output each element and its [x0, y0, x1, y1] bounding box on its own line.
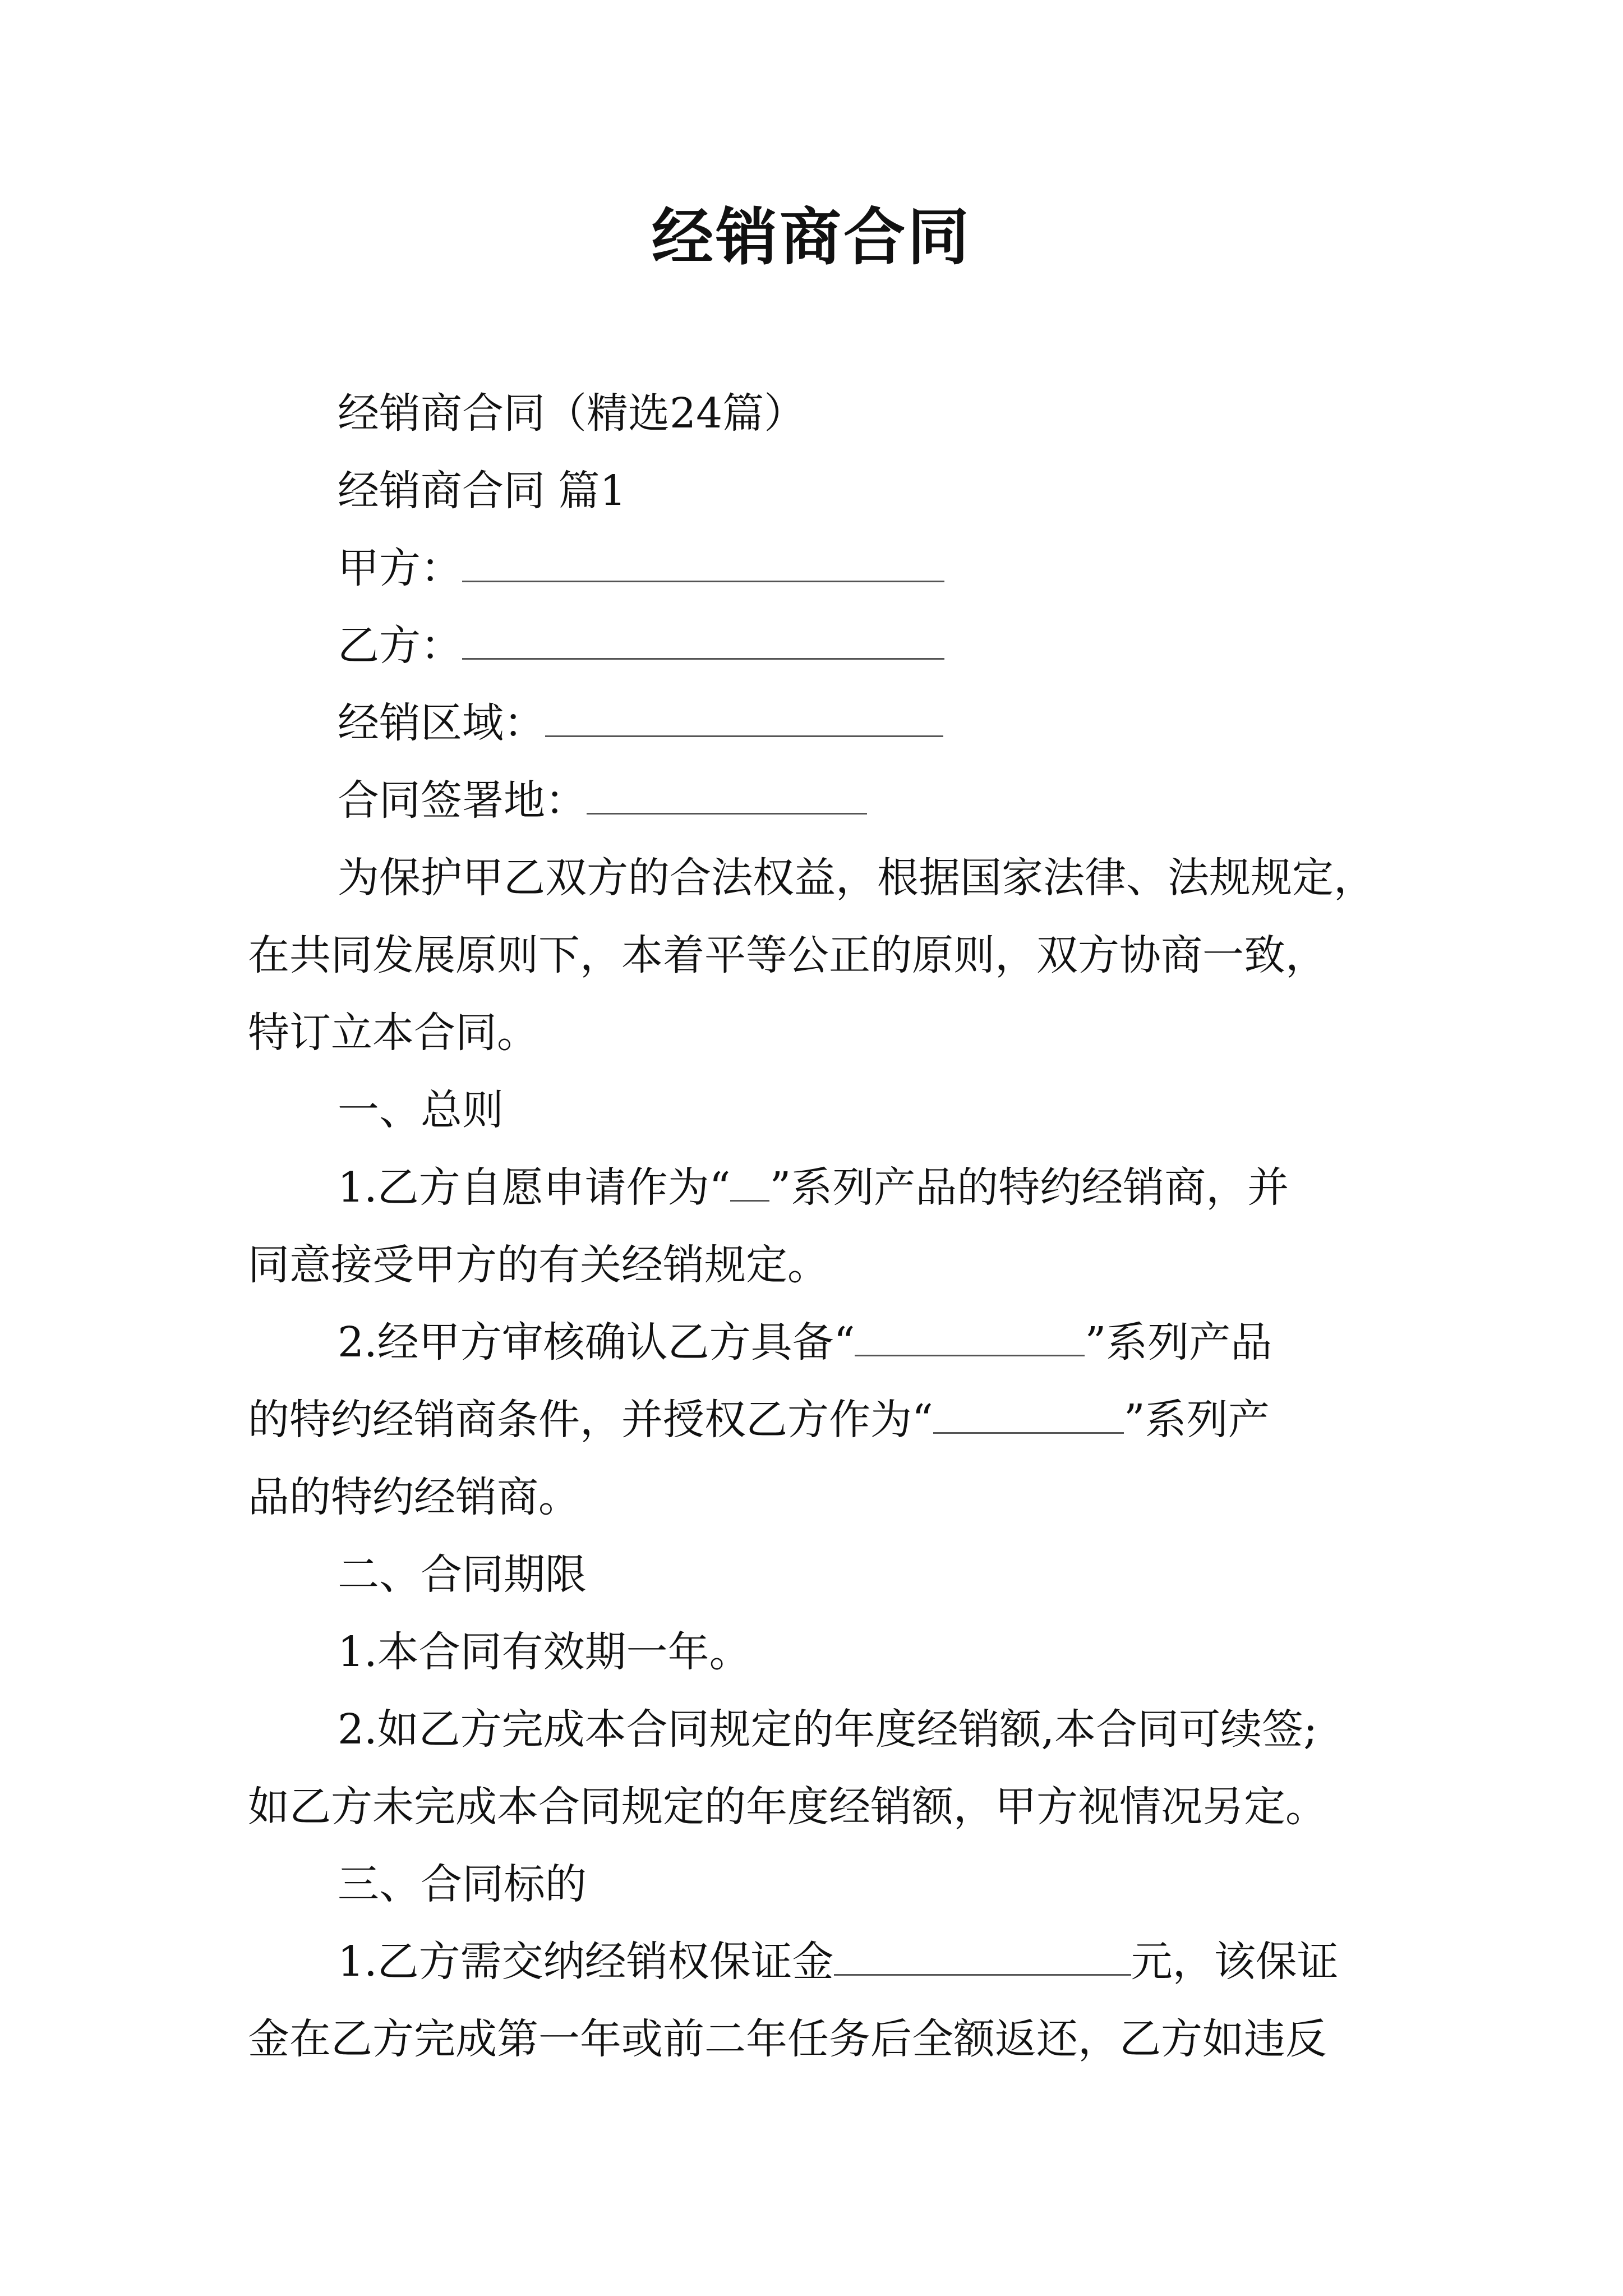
- party-a-field: [248, 530, 1414, 607]
- clause-1-1-text-b: ”系列产品的特约经销商，并: [769, 1163, 1289, 1212]
- clause-1-2-text-a: 2.经甲方审核确认乙方具备“: [338, 1318, 855, 1366]
- place-field: [248, 762, 1414, 839]
- section-3-heading: 三、合同标的: [338, 1860, 587, 1908]
- clause-1-2-line-1: [248, 1304, 1414, 1381]
- subtitle: 经销商合同（精选24篇）: [338, 389, 806, 438]
- section-1-heading: 一、总则: [338, 1086, 504, 1134]
- clause-1-2-line-2: [248, 1381, 1414, 1458]
- clause-3-1-line-2: 金在乙方完成第一年或前二年任务后全额返还，乙方如违反: [248, 2015, 1327, 2063]
- party-a-label: 甲方：: [338, 544, 462, 592]
- clause-2-2-line-2: 如乙方未完成本合同规定的年度经销额，甲方视情况另定。: [248, 1783, 1327, 1831]
- clause-2-1: 1.本合同有效期一年。: [338, 1628, 751, 1676]
- clause-1-2-text-d: ”系列产: [1123, 1396, 1270, 1444]
- section-title: 经销商合同 篇1: [338, 467, 626, 515]
- clause-2-2-line-1: 2.如乙方完成本合同规定的年度经销额,本合同可续签;: [338, 1705, 1318, 1754]
- clause-1-1-text-a: 1.乙方自愿申请作为“: [338, 1163, 731, 1212]
- preamble-line-2: 在共同发展原则下，本着平等公正的原则，双方协商一致，: [248, 931, 1327, 979]
- clause-1-2-line-3: 品的特约经销商。: [248, 1473, 580, 1521]
- preamble-line-1: 为保护甲乙双方的合法权益，根据国家法律、法规规定，: [338, 854, 1375, 902]
- party-b-label: 乙方：: [338, 622, 462, 670]
- section-2-heading: 二、合同期限: [338, 1550, 587, 1599]
- deposit-blank: [834, 1929, 1131, 1976]
- clause-1-1-line-1: [248, 1149, 1414, 1226]
- party-b-field: [248, 607, 1414, 684]
- party-b-blank: [462, 613, 944, 660]
- clause-3-1-line-1: [248, 1923, 1414, 2000]
- clause-3-1-text-a: 1.乙方需交纳经销权保证金: [338, 1938, 834, 1986]
- place-blank: [587, 768, 867, 815]
- region-label: 经销区域：: [338, 699, 545, 747]
- clause-1-2-text-b: ”系列产品: [1085, 1318, 1272, 1366]
- region-field: [248, 684, 1414, 762]
- region-blank: [545, 691, 943, 737]
- place-label: 合同签署地：: [338, 776, 587, 825]
- clause-1-2-text-c: 的特约经销商条件，并授权乙方作为“: [248, 1396, 933, 1444]
- party-a-blank: [462, 536, 944, 582]
- clause-1-1-line-2: 同意接受甲方的有关经销规定。: [248, 1241, 829, 1289]
- clause-3-1-text-b: 元，该保证: [1131, 1938, 1339, 1986]
- document-body: [248, 375, 1414, 2078]
- clause-1-2-blank-2: [933, 1387, 1124, 1434]
- clause-1-1-blank: [730, 1155, 769, 1202]
- preamble-line-3: 特订立本合同。: [248, 1009, 538, 1057]
- document-title: 经销商合同: [652, 201, 971, 273]
- clause-1-2-blank-1: [855, 1310, 1085, 1356]
